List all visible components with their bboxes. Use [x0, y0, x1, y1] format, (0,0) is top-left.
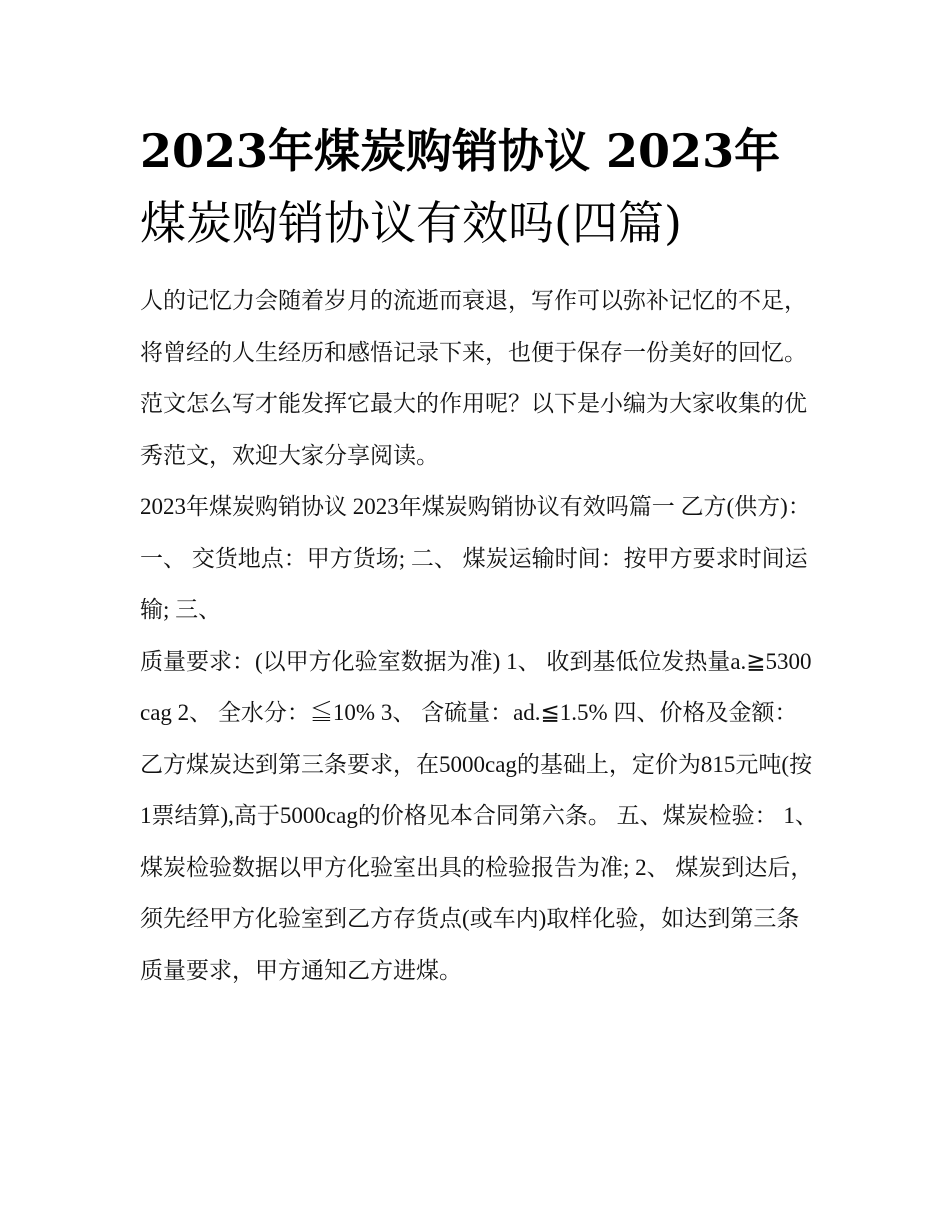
- pricing-paragraph: 乙方煤炭达到第三条要求，在5000cag的基础上，定价为815元吨(按1票结算),高于5000cag的价格见本合同第六条。 五、煤炭检验： 1、: [140, 751, 818, 828]
- document-title: [140, 115, 820, 259]
- intro-paragraph: 人的记忆力会随着岁月的流逝而衰退，写作可以弥补记忆的不足，将曾经的人生经历和感悟记录下来，也便于保存一份美好的回忆。范文怎么写才能发挥它最大的作用呢？以下是小编为大家收集的优秀范文，欢迎大家分享阅读。: [140, 288, 807, 468]
- agreement-paragraph-1: 2023年煤炭购销协议 2023年煤炭购销协议有效吗篇一 乙方(供方)： 一、 交货地点：甲方货场; 二、 煤炭运输时间：按甲方要求时间运输; 三、: [140, 494, 811, 622]
- title-bold-part: 2023年煤炭购销协议 2023年: [140, 124, 781, 178]
- inspection-paragraph: 煤炭检验数据以甲方化验室出具的检验报告为准; 2、 煤炭到达后，须先经甲方化验室到乙方存货点(或车内)取样化验，如达到第三条质量要求，甲方通知乙方进煤。: [140, 854, 814, 983]
- document-body: [140, 115, 820, 996]
- title-regular-part: 煤炭购销协议有效吗(四篇): [140, 196, 682, 250]
- quality-requirements-paragraph: 质量要求：(以甲方化验室数据为准) 1、 收到基低位发热量a.≧5300cag 2、 全水分：≦10% 3、 含硫量：ad.≦1.5% 四、价格及金额：: [140, 648, 812, 725]
